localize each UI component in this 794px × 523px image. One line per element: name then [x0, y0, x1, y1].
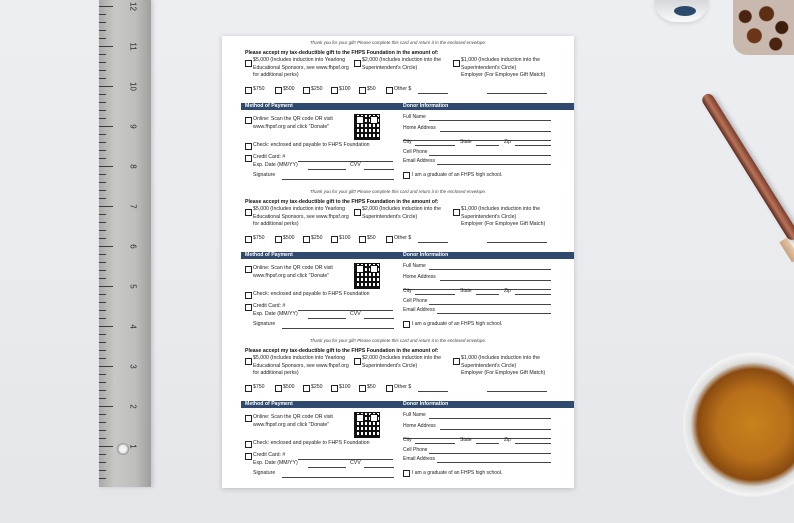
signature-label: Signature [253, 470, 276, 476]
donation-card [222, 185, 574, 334]
option-5000: $5,000 (Includes induction into Yearlong Educational Sponsors, see www.fhpsf.org for additional perks) [253, 57, 349, 79]
graduate-label: I am a graduate of an FHPS high school. [412, 172, 503, 178]
payment-check: Check: enclosed and payable to FHPS Foundation [253, 291, 370, 297]
state-label: State [460, 139, 472, 145]
checkbox-50[interactable] [359, 87, 366, 94]
email-address-line[interactable] [437, 313, 551, 314]
employer-label: Employer (For Employee Gift Match) [461, 221, 546, 227]
checkbox-50[interactable] [359, 236, 366, 243]
checkbox-check[interactable] [245, 441, 252, 448]
qr-code[interactable] [354, 412, 380, 438]
ruler-tick [99, 14, 106, 15]
coffee-cup [683, 352, 794, 497]
donation-card [222, 36, 574, 185]
qr-code[interactable] [354, 263, 380, 289]
ruler-tick [99, 166, 113, 167]
option-2000: $2,000 (Includes induction into the Superintendent's Circle) [362, 206, 442, 220]
option-750: $750 [253, 86, 265, 92]
ruler-tick [99, 326, 113, 327]
state-line[interactable] [476, 145, 499, 146]
checkbox-5000[interactable] [245, 60, 252, 67]
ruler-tick [99, 286, 113, 287]
option-1000: $1,000 (Includes induction into the Superintendent's Circle) [461, 355, 541, 369]
ruler-tick [99, 54, 106, 55]
ruler-tick [99, 406, 113, 407]
method-of-payment-title: Method of Payment [245, 103, 293, 109]
cvv-label: CVV [350, 162, 361, 168]
donor-information-title: Donor Information [403, 103, 449, 109]
ruler-tick [99, 134, 106, 135]
address-line-2[interactable] [403, 140, 551, 141]
ruler-tick [99, 446, 113, 447]
state-line[interactable] [476, 443, 499, 444]
checkbox-50[interactable] [359, 385, 366, 392]
ruler-number: 10 [128, 82, 138, 91]
home-address-label: Home Address [403, 423, 436, 429]
ruler-tick [99, 438, 106, 439]
option-750: $750 [253, 235, 265, 241]
checkbox-750[interactable] [245, 385, 252, 392]
gift-heading: Please accept my tax-deductible gift to the FHPS Foundation in the amount of: [245, 199, 439, 205]
ruler-number: 5 [128, 284, 138, 289]
checkbox-5000[interactable] [245, 209, 252, 216]
ruler-hole [117, 443, 129, 455]
gift-heading: Please accept my tax-deductible gift to the FHPS Foundation in the amount of: [245, 348, 439, 354]
checkbox-other[interactable] [386, 236, 393, 243]
email-address-label: Email Address [403, 158, 435, 164]
ruler-tick [99, 454, 106, 455]
ruler-tick [99, 22, 106, 23]
method-of-payment-title: Method of Payment [245, 401, 293, 407]
ruler-tick [99, 310, 106, 311]
ruler-tick [99, 294, 106, 295]
checkbox-2000[interactable] [354, 60, 361, 67]
ruler-number: 7 [128, 204, 138, 209]
ruler-tick [99, 6, 113, 7]
employer-line[interactable] [487, 93, 547, 94]
ruler-tick [99, 382, 106, 383]
ruler-tick [99, 350, 106, 351]
ruler-tick [99, 254, 106, 255]
cvv-line[interactable] [364, 169, 394, 170]
other-amount-line[interactable] [418, 242, 448, 243]
card-number-line[interactable] [298, 161, 393, 162]
checkbox-online[interactable] [245, 415, 252, 422]
checkbox-250[interactable] [303, 87, 310, 94]
zip-line[interactable] [515, 294, 551, 295]
other-amount-line[interactable] [418, 391, 448, 392]
option-250: $250 [311, 86, 323, 92]
exp-date-label: Exp. Date (MM/YY) [253, 311, 298, 317]
cell-phone-label: Cell Phone [403, 447, 428, 453]
checkbox-graduate[interactable] [403, 172, 410, 179]
cell-phone-label: Cell Phone [403, 149, 428, 155]
checkbox-100[interactable] [331, 87, 338, 94]
home-address-line[interactable] [440, 280, 551, 281]
donor-information-title: Donor Information [403, 401, 449, 407]
checkbox-750[interactable] [245, 87, 252, 94]
option-500: $500 [283, 86, 295, 92]
cvv-line[interactable] [364, 318, 394, 319]
option-50: $50 [367, 86, 376, 92]
employer-line[interactable] [487, 391, 547, 392]
city-label: City [403, 437, 412, 443]
exp-date-label: Exp. Date (MM/YY) [253, 162, 298, 168]
ruler-tick [99, 414, 106, 415]
ruler-tick [99, 470, 106, 471]
checkbox-100[interactable] [331, 236, 338, 243]
option-100: $100 [339, 235, 351, 241]
checkbox-check[interactable] [245, 292, 252, 299]
ruler-number: 8 [128, 164, 138, 169]
checkbox-credit-card[interactable] [245, 304, 252, 311]
option-50: $50 [367, 384, 376, 390]
option-100: $100 [339, 86, 351, 92]
ruler-number: 6 [128, 244, 138, 249]
intro-text: Thank you for your gift! Please complete this card and return it in the enclosed envelope. [309, 40, 487, 45]
ruler-tick [99, 174, 106, 175]
checkbox-graduate[interactable] [403, 470, 410, 477]
checkbox-2000[interactable] [354, 209, 361, 216]
card-number-line[interactable] [298, 310, 393, 311]
pen-tip [779, 237, 794, 262]
zip-label: Zip [504, 139, 511, 145]
cell-phone-line[interactable] [429, 304, 551, 305]
exp-date-line[interactable] [308, 318, 346, 319]
email-address-label: Email Address [403, 456, 435, 462]
section-header-bar [241, 252, 574, 259]
option-5000: $5,000 (Includes induction into Yearlong Educational Sponsors, see www.fhpsf.org for additional perks) [253, 355, 349, 377]
ruler-tick [99, 158, 106, 159]
ruler-number: 11 [128, 42, 138, 51]
checkbox-750[interactable] [245, 236, 252, 243]
ruler-tick [99, 46, 113, 47]
ruler-tick [99, 126, 113, 127]
address-line-2[interactable] [403, 289, 551, 290]
coffee-beans-jar [733, 0, 794, 55]
zip-line[interactable] [515, 145, 551, 146]
ruler-tick [99, 238, 106, 239]
payment-check: Check: enclosed and payable to FHPS Foundation [253, 440, 370, 446]
home-address-label: Home Address [403, 274, 436, 280]
ruler-tick [99, 478, 106, 479]
checkbox-5000[interactable] [245, 358, 252, 365]
ruler-tick [99, 462, 106, 463]
signature-line[interactable] [282, 477, 394, 478]
option-500: $500 [283, 384, 295, 390]
email-address-label: Email Address [403, 307, 435, 313]
ruler-tick [99, 94, 106, 95]
qr-code[interactable] [354, 114, 380, 140]
city-label: City [403, 139, 412, 145]
ruler [99, 0, 151, 487]
checkbox-1000[interactable] [453, 209, 460, 216]
checkbox-check[interactable] [245, 143, 252, 150]
ruler-tick [99, 374, 106, 375]
zip-line[interactable] [515, 443, 551, 444]
checkbox-250[interactable] [303, 236, 310, 243]
option-750: $750 [253, 384, 265, 390]
employer-label: Employer (For Employee Gift Match) [461, 370, 546, 376]
zip-label: Zip [504, 437, 511, 443]
exp-date-label: Exp. Date (MM/YY) [253, 460, 298, 466]
checkbox-500[interactable] [275, 87, 282, 94]
home-address-label: Home Address [403, 125, 436, 131]
card-number-line[interactable] [298, 459, 393, 460]
full-name-line[interactable] [429, 120, 551, 121]
ruler-number: 3 [128, 364, 138, 369]
checkbox-graduate[interactable] [403, 321, 410, 328]
email-address-line[interactable] [437, 462, 551, 463]
checkbox-500[interactable] [275, 385, 282, 392]
method-of-payment-title: Method of Payment [245, 252, 293, 258]
ruler-tick [99, 342, 106, 343]
option-other: Other $ [394, 235, 412, 241]
signature-label: Signature [253, 321, 276, 327]
checkbox-other[interactable] [386, 87, 393, 94]
email-address-line[interactable] [437, 164, 551, 165]
ruler-tick [99, 390, 106, 391]
payment-online: Online: Scan the QR code OR visit www.fhpsf.org and click "Donate" [253, 414, 333, 428]
section-header-bar [241, 103, 574, 110]
payment-credit-card: Credit Card: # [253, 452, 286, 458]
ruler-tick [99, 278, 106, 279]
ruler-tick [99, 182, 106, 183]
gift-heading: Please accept my tax-deductible gift to the FHPS Foundation in the amount of: [245, 50, 439, 56]
ruler-tick [99, 102, 106, 103]
ruler-number: 4 [128, 324, 138, 329]
option-5000: $5,000 (Includes induction into Yearlong Educational Sponsors, see www.fhpsf.org for additional perks) [253, 206, 349, 228]
checkbox-1000[interactable] [453, 60, 460, 67]
address-line-2[interactable] [403, 438, 551, 439]
ruler-tick [99, 142, 106, 143]
ruler-tick [99, 302, 106, 303]
full-name-line[interactable] [429, 418, 551, 419]
option-1000: $1,000 (Includes induction into the Superintendent's Circle) [461, 57, 541, 71]
ruler-number: 9 [128, 124, 138, 129]
city-line[interactable] [415, 145, 455, 146]
ruler-tick [99, 318, 106, 319]
donation-form-sheet [222, 36, 574, 488]
cell-phone-line[interactable] [429, 453, 551, 454]
checkbox-online[interactable] [245, 117, 252, 124]
intro-text: Thank you for your gift! Please complete this card and return it in the enclosed envelope. [309, 338, 487, 343]
payment-credit-card: Credit Card: # [253, 303, 286, 309]
home-address-line[interactable] [440, 131, 551, 132]
cvv-line[interactable] [364, 467, 394, 468]
other-amount-line[interactable] [418, 93, 448, 94]
ruler-tick [99, 190, 106, 191]
payment-check: Check: enclosed and payable to FHPS Foundation [253, 142, 370, 148]
checkbox-credit-card[interactable] [245, 155, 252, 162]
checkbox-500[interactable] [275, 236, 282, 243]
graduate-label: I am a graduate of an FHPS high school. [412, 321, 503, 327]
city-line[interactable] [415, 443, 455, 444]
graduate-label: I am a graduate of an FHPS high school. [412, 470, 503, 476]
ruler-tick [99, 398, 106, 399]
ruler-tick [99, 334, 106, 335]
option-100: $100 [339, 384, 351, 390]
payment-online: Online: Scan the QR code OR visit www.fhpsf.org and click "Donate" [253, 116, 333, 130]
cell-phone-line[interactable] [429, 155, 551, 156]
ruler-tick [99, 110, 106, 111]
option-other: Other $ [394, 384, 412, 390]
ruler-tick [99, 86, 113, 87]
option-2000: $2,000 (Includes induction into the Superintendent's Circle) [362, 57, 442, 71]
pen [700, 92, 794, 243]
ruler-number: 12 [128, 2, 138, 11]
ruler-tick [99, 30, 106, 31]
ruler-tick [99, 62, 106, 63]
option-250: $250 [311, 384, 323, 390]
ruler-number: 1 [128, 444, 138, 449]
ruler-tick [99, 262, 106, 263]
signature-line[interactable] [282, 328, 394, 329]
home-address-line[interactable] [440, 429, 551, 430]
ruler-tick [99, 366, 113, 367]
option-250: $250 [311, 235, 323, 241]
checkbox-100[interactable] [331, 385, 338, 392]
employer-label: Employer (For Employee Gift Match) [461, 72, 546, 78]
donor-information-title: Donor Information [403, 252, 449, 258]
intro-text: Thank you for your gift! Please complete this card and return it in the enclosed envelope. [309, 189, 487, 194]
employer-line[interactable] [487, 242, 547, 243]
ruler-tick [99, 150, 106, 151]
city-label: City [403, 288, 412, 294]
signature-line[interactable] [282, 179, 394, 180]
ruler-tick [99, 246, 113, 247]
state-line[interactable] [476, 294, 499, 295]
zip-label: Zip [504, 288, 511, 294]
full-name-line[interactable] [429, 269, 551, 270]
option-1000: $1,000 (Includes induction into the Superintendent's Circle) [461, 206, 541, 220]
cvv-label: CVV [350, 311, 361, 317]
ruler-tick [99, 358, 106, 359]
ruler-tick [99, 222, 106, 223]
state-label: State [460, 437, 472, 443]
ruler-number: 2 [128, 404, 138, 409]
checkbox-online[interactable] [245, 266, 252, 273]
payment-credit-card: Credit Card: # [253, 154, 286, 160]
option-500: $500 [283, 235, 295, 241]
checkbox-other[interactable] [386, 385, 393, 392]
exp-date-line[interactable] [308, 467, 346, 468]
ruler-tick [99, 422, 106, 423]
ruler-tick [99, 78, 106, 79]
ruler-tick [99, 70, 106, 71]
section-header-bar [241, 401, 574, 408]
ruler-tick [99, 270, 106, 271]
state-label: State [460, 288, 472, 294]
donation-card [222, 334, 574, 483]
ruler-tick [99, 430, 106, 431]
ruler-tick [99, 214, 106, 215]
payment-online: Online: Scan the QR code OR visit www.fhpsf.org and click "Donate" [253, 265, 333, 279]
ruler-tick [99, 206, 113, 207]
city-line[interactable] [415, 294, 455, 295]
ruler-tick [99, 198, 106, 199]
ruler-tick [99, 118, 106, 119]
exp-date-line[interactable] [308, 169, 346, 170]
signature-label: Signature [253, 172, 276, 178]
ruler-tick [99, 38, 106, 39]
full-name-label: Full Name [403, 114, 426, 120]
option-other: Other $ [394, 86, 412, 92]
full-name-label: Full Name [403, 263, 426, 269]
cell-phone-label: Cell Phone [403, 298, 428, 304]
ruler-tick [99, 230, 106, 231]
option-50: $50 [367, 235, 376, 241]
option-2000: $2,000 (Includes induction into the Superintendent's Circle) [362, 355, 442, 369]
cvv-label: CVV [350, 460, 361, 466]
checkbox-credit-card[interactable] [245, 453, 252, 460]
full-name-label: Full Name [403, 412, 426, 418]
checkbox-2000[interactable] [354, 358, 361, 365]
checkbox-250[interactable] [303, 385, 310, 392]
checkbox-1000[interactable] [453, 358, 460, 365]
coffee-cup-top [654, 0, 709, 22]
